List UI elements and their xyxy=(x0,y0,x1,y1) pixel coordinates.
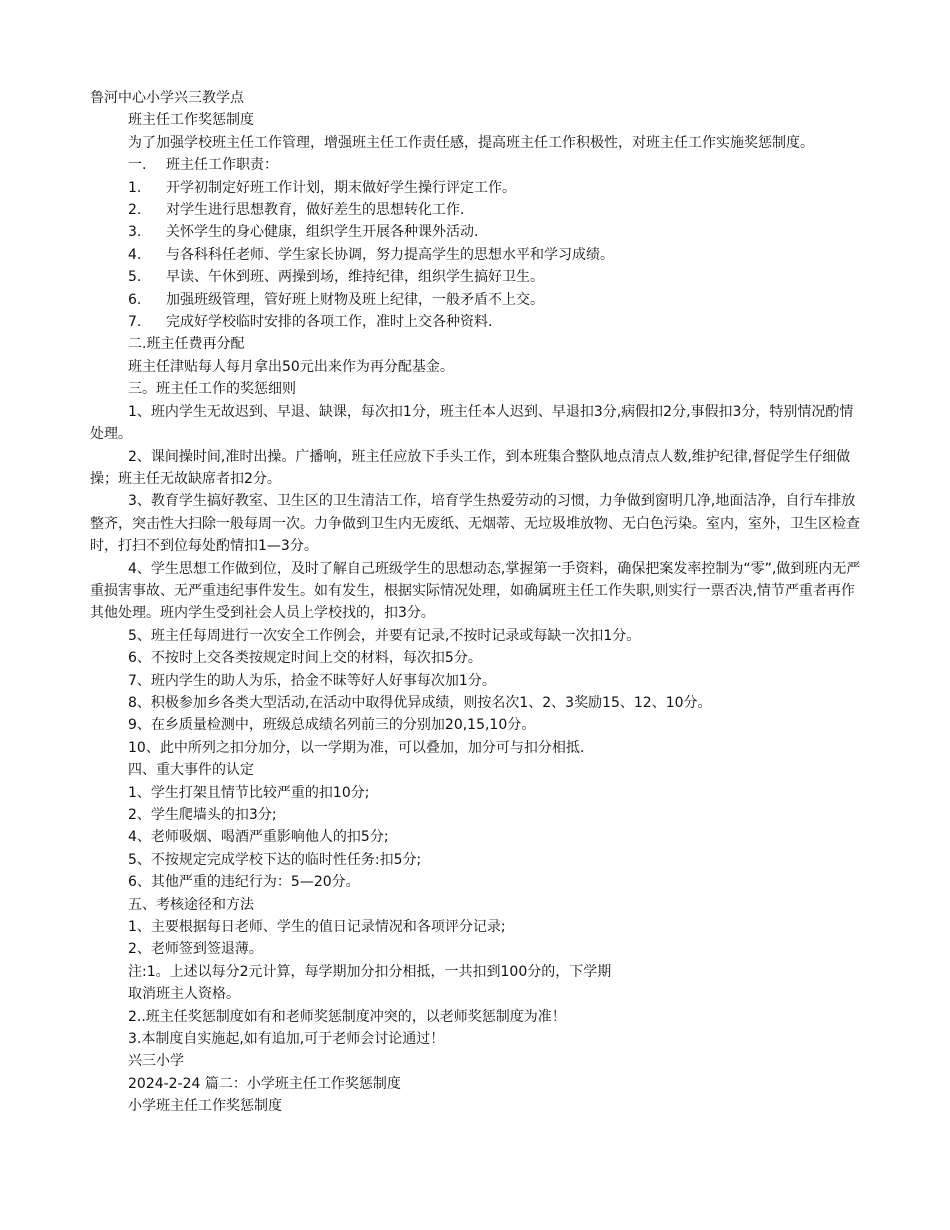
intro-paragraph: 为了加强学校班主任工作管理，增强班主任工作责任感，提高班主任工作积极性，对班主任工作实施奖惩制度。 xyxy=(128,134,814,151)
section-2-text: 班主任津贴每人每月拿出50元出来作为再分配基金。 xyxy=(128,358,454,375)
duty-text: 加强班级管理，管好班上财物及班上纪律，一般矛盾不上交。 xyxy=(166,291,544,308)
document-page xyxy=(90,87,865,1118)
method-item: 2、老师签到签退薄。 xyxy=(128,941,263,958)
rule-paragraph: 10、此中所列之扣分加分，以一学期为准，可以叠加，加分可与扣分相抵. xyxy=(128,739,585,756)
event-item: 2、学生爬墙头的扣3分; xyxy=(128,807,277,823)
rule-paragraph: 1、班内学生无故迟到、早退、缺课，每次扣1分，班主任本人迟到、早退扣3分,病假扣2分,事假扣3分，特别情况酌情处理。 xyxy=(90,403,854,443)
duty-text: 完成好学校临时安排的各项工作，准时上交各种资料. xyxy=(166,314,493,331)
note-1-line-1: 注:1。上述以每分2元计算，每学期加分扣分相抵，一共扣到100分的，下学期 xyxy=(128,963,612,980)
signature-school: 兴三小学 xyxy=(128,1053,184,1070)
rule-paragraph: 9、在乡质量检测中，班级总成绩名列前三的分别加20,15,10分。 xyxy=(128,717,536,734)
next-document-title: 小学班主任工作奖惩制度 xyxy=(128,1098,282,1115)
rule-paragraph: 7、班内学生的助人为乐，拾金不昧等好人好事每次加1分。 xyxy=(128,672,496,689)
rule-paragraph: 6、不按时上交各类按规定时间上交的材料，每次扣5分。 xyxy=(128,650,482,667)
duty-item xyxy=(90,289,865,311)
event-item: 5、不按规定完成学校下达的临时性任务:扣5分; xyxy=(128,851,422,868)
method-item: 1、主要根据每日老师、学生的值日记录情况和各项评分记录; xyxy=(128,919,506,936)
event-item: 4、老师吸烟、喝酒严重影响他人的扣5分; xyxy=(128,829,389,846)
rule-paragraph: 8、积极参加乡各类大型活动,在活动中取得优异成绩，则按名次1、2、3奖励15、12、10分。 xyxy=(128,694,712,711)
duty-number: 5. xyxy=(128,269,142,286)
section-3-heading: 三。班主任工作的奖惩细则 xyxy=(128,381,296,398)
duty-number: 4. xyxy=(128,246,142,263)
date-line: 2024-2-24 篇二：小学班主任工作奖惩制度 xyxy=(128,1075,401,1092)
rule-paragraph: 5、班主任每周进行一次安全工作例会，并要有记录,不按时记录或每缺一次扣1分。 xyxy=(128,627,641,644)
document-title: 班主任工作奖惩制度 xyxy=(128,112,254,129)
duty-item xyxy=(90,244,865,266)
duty-number: 7. xyxy=(128,314,142,331)
duty-number: 1. xyxy=(128,179,142,196)
duty-text: 关怀学生的身心健康，组织学生开展各种课外活动. xyxy=(166,224,479,241)
duty-item xyxy=(90,177,865,199)
section-1-number: 一. xyxy=(128,157,147,174)
duty-item xyxy=(90,221,865,243)
section-1-title: 班主任工作职责： xyxy=(166,157,278,174)
duty-item xyxy=(90,266,865,288)
rule-paragraph: 2、课间操时间,准时出操。广播响，班主任应放下手头工作，到本班集合整队地点清点人数,维护纪律,督促学生仔细做操；班主任无故缺席者扣2分。 xyxy=(90,448,851,487)
section-2-heading: 二.班主任费再分配 xyxy=(128,336,245,353)
duty-text: 开学初制定好班工作计划，期末做好学生操行评定工作。 xyxy=(166,179,516,196)
duty-item xyxy=(90,199,865,221)
event-item: 6、其他严重的违纪行为：5—20分。 xyxy=(128,874,360,891)
note-3: 3.本制度自实施起,如有追加,可于老师会讨论通过！ xyxy=(128,1031,445,1048)
event-item: 1、学生打架且情节比较严重的扣10分; xyxy=(128,784,370,801)
rule-paragraph: 4、学生思想工作做到位，及时了解自己班级学生的思想动态,掌握第一手资料，确保把案发率控制为“零”,做到班内无严重损害事故、无严重违纪事件发生。如有发生，根据实际情况处理，如确属班主任工作失职,则实行一票否决,情节严重者再作其他处理。班内学生受到社会人员上学校找的，扣3分。 xyxy=(90,560,861,622)
section-4-heading: 四、重大事件的认定 xyxy=(128,762,254,779)
section-1-heading xyxy=(90,154,865,176)
section-5-heading: 五、考核途径和方法 xyxy=(128,896,254,913)
duty-number: 6. xyxy=(128,291,142,308)
duty-number: 3. xyxy=(128,224,142,241)
note-2: 2..班主任奖惩制度如有和老师奖惩制度冲突的，以老师奖惩制度为准！ xyxy=(128,1008,566,1025)
duty-text: 与各科科任老师、学生家长协调，努力提高学生的思想水平和学习成绩。 xyxy=(166,246,614,263)
school-name: 鲁河中心小学兴三教学点 xyxy=(90,90,244,106)
duty-number: 2. xyxy=(128,202,142,219)
duty-item xyxy=(90,311,865,333)
duty-text: 对学生进行思想教育，做好差生的思想转化工作. xyxy=(166,202,465,219)
rule-paragraph: 3、教育学生搞好教室、卫生区的卫生清洁工作，培育学生热爱劳动的习惯，力争做到窗明几净,地面洁净，自行车排放整齐，突击性大扫除一般每周一次。力争做到卫生内无废纸、无烟蒂、无垃圾堆放物、无白色污染。室内，室外，卫生区检查时，打扫不到位每处酌情扣1—3分。 xyxy=(90,493,860,555)
duty-text: 早读、午休到班、两操到场，维持纪律，组织学生搞好卫生。 xyxy=(166,269,544,286)
note-1-line-2: 取消班主人资格。 xyxy=(128,986,240,1003)
